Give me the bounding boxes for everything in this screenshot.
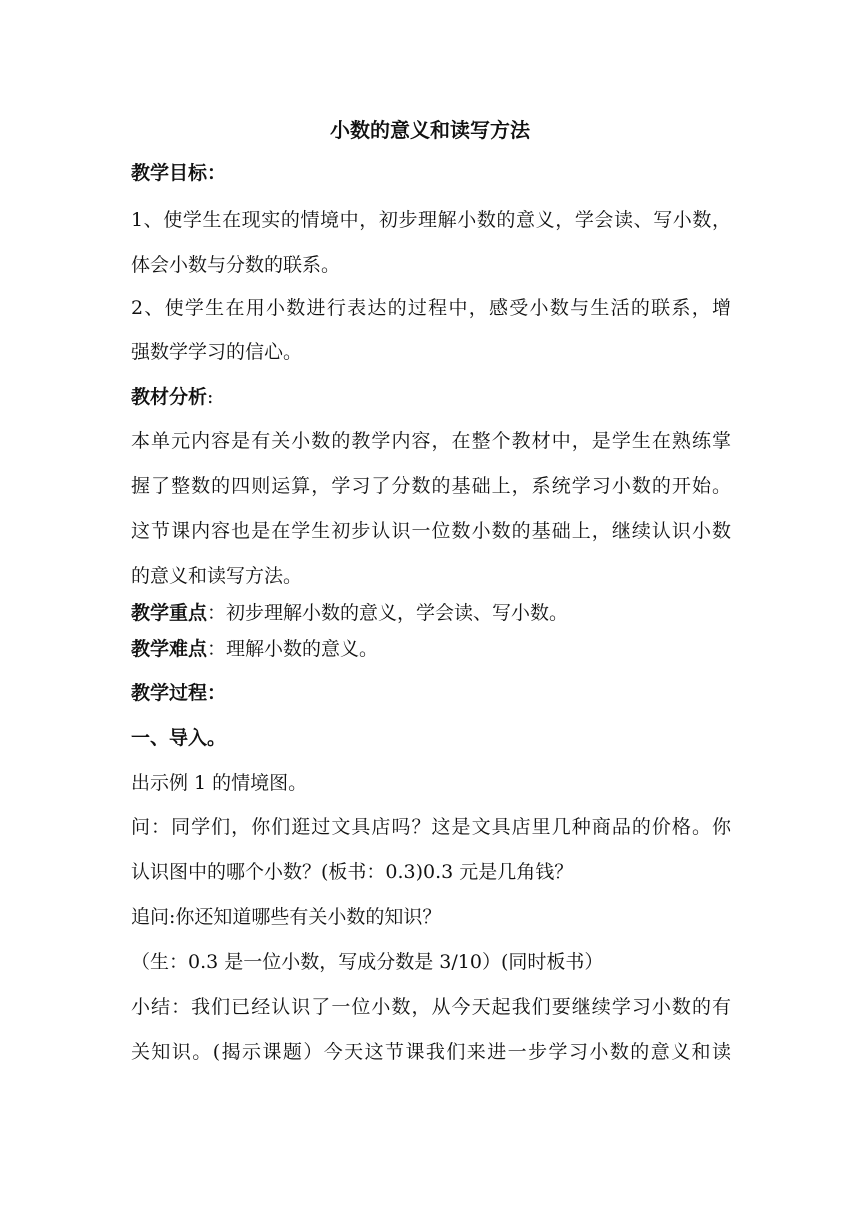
goal1-line1: 1、使学生在现实的情境中，初步理解小数的意义，学会读、写小数， [131,209,731,231]
goal2-line1: 2、使学生在用小数进行表达的过程中，感受小数与生活的联系，增 [131,297,731,319]
paragraph-2-line1: 问：同学们，你们逛过文具店吗？这是文具店里几种商品的价格。你 [131,816,731,838]
analysis-line4: 的意义和读写方法。 [131,565,303,587]
paragraph-5-line2: 关知识。(揭示课题）今天这节课我们来进一步学习小数的意义和读 [131,1041,731,1063]
goals-heading: 教学目标： [131,162,227,184]
document-title: 小数的意义和读写方法 [330,118,530,142]
analysis-colon: : [207,386,214,408]
section1-heading: 一、导入。 [131,727,227,749]
difficulty-line [131,636,731,662]
key-point-label: 教学重点 [131,602,208,624]
analysis-heading: 教材分析 [131,386,208,408]
paragraph-2-line2: 认识图中的哪个小数？(板书：0.3)0.3 元是几角钱？ [131,861,574,883]
analysis-line3: 这节课内容也是在学生初步认识一位数小数的基础上，继续认识小数 [131,520,731,542]
goal1-line2: 体会小数与分数的联系。 [131,254,341,276]
goal2-line2: 强数学学习的信心。 [131,341,303,363]
analysis-line2: 握了整数的四则运算，学习了分数的基础上，系统学习小数的开始。 [131,475,731,497]
difficulty-label: 教学难点 [131,638,208,660]
difficulty-text: ：理解小数的意义。 [207,638,379,660]
paragraph-5-line1: 小结：我们已经认识了一位小数，从今天起我们要继续学习小数的有 [131,996,731,1018]
paragraph-4: （生：0.3 是一位小数，写成分数是 3/10）(同时板书） [131,951,604,973]
paragraph-1: 出示例 1 的情境图。 [131,772,308,794]
key-point-text: ：初步理解小数的意义，学会读、写小数。 [207,602,569,624]
key-point-line [131,600,731,626]
process-heading: 教学过程： [131,682,227,704]
analysis-line1: 本单元内容是有关小数的教学内容，在整个教材中，是学生在熟练掌 [131,430,731,452]
paragraph-3: 追问:你还知道哪些有关小数的知识？ [131,906,442,928]
analysis-heading-line [131,384,731,410]
